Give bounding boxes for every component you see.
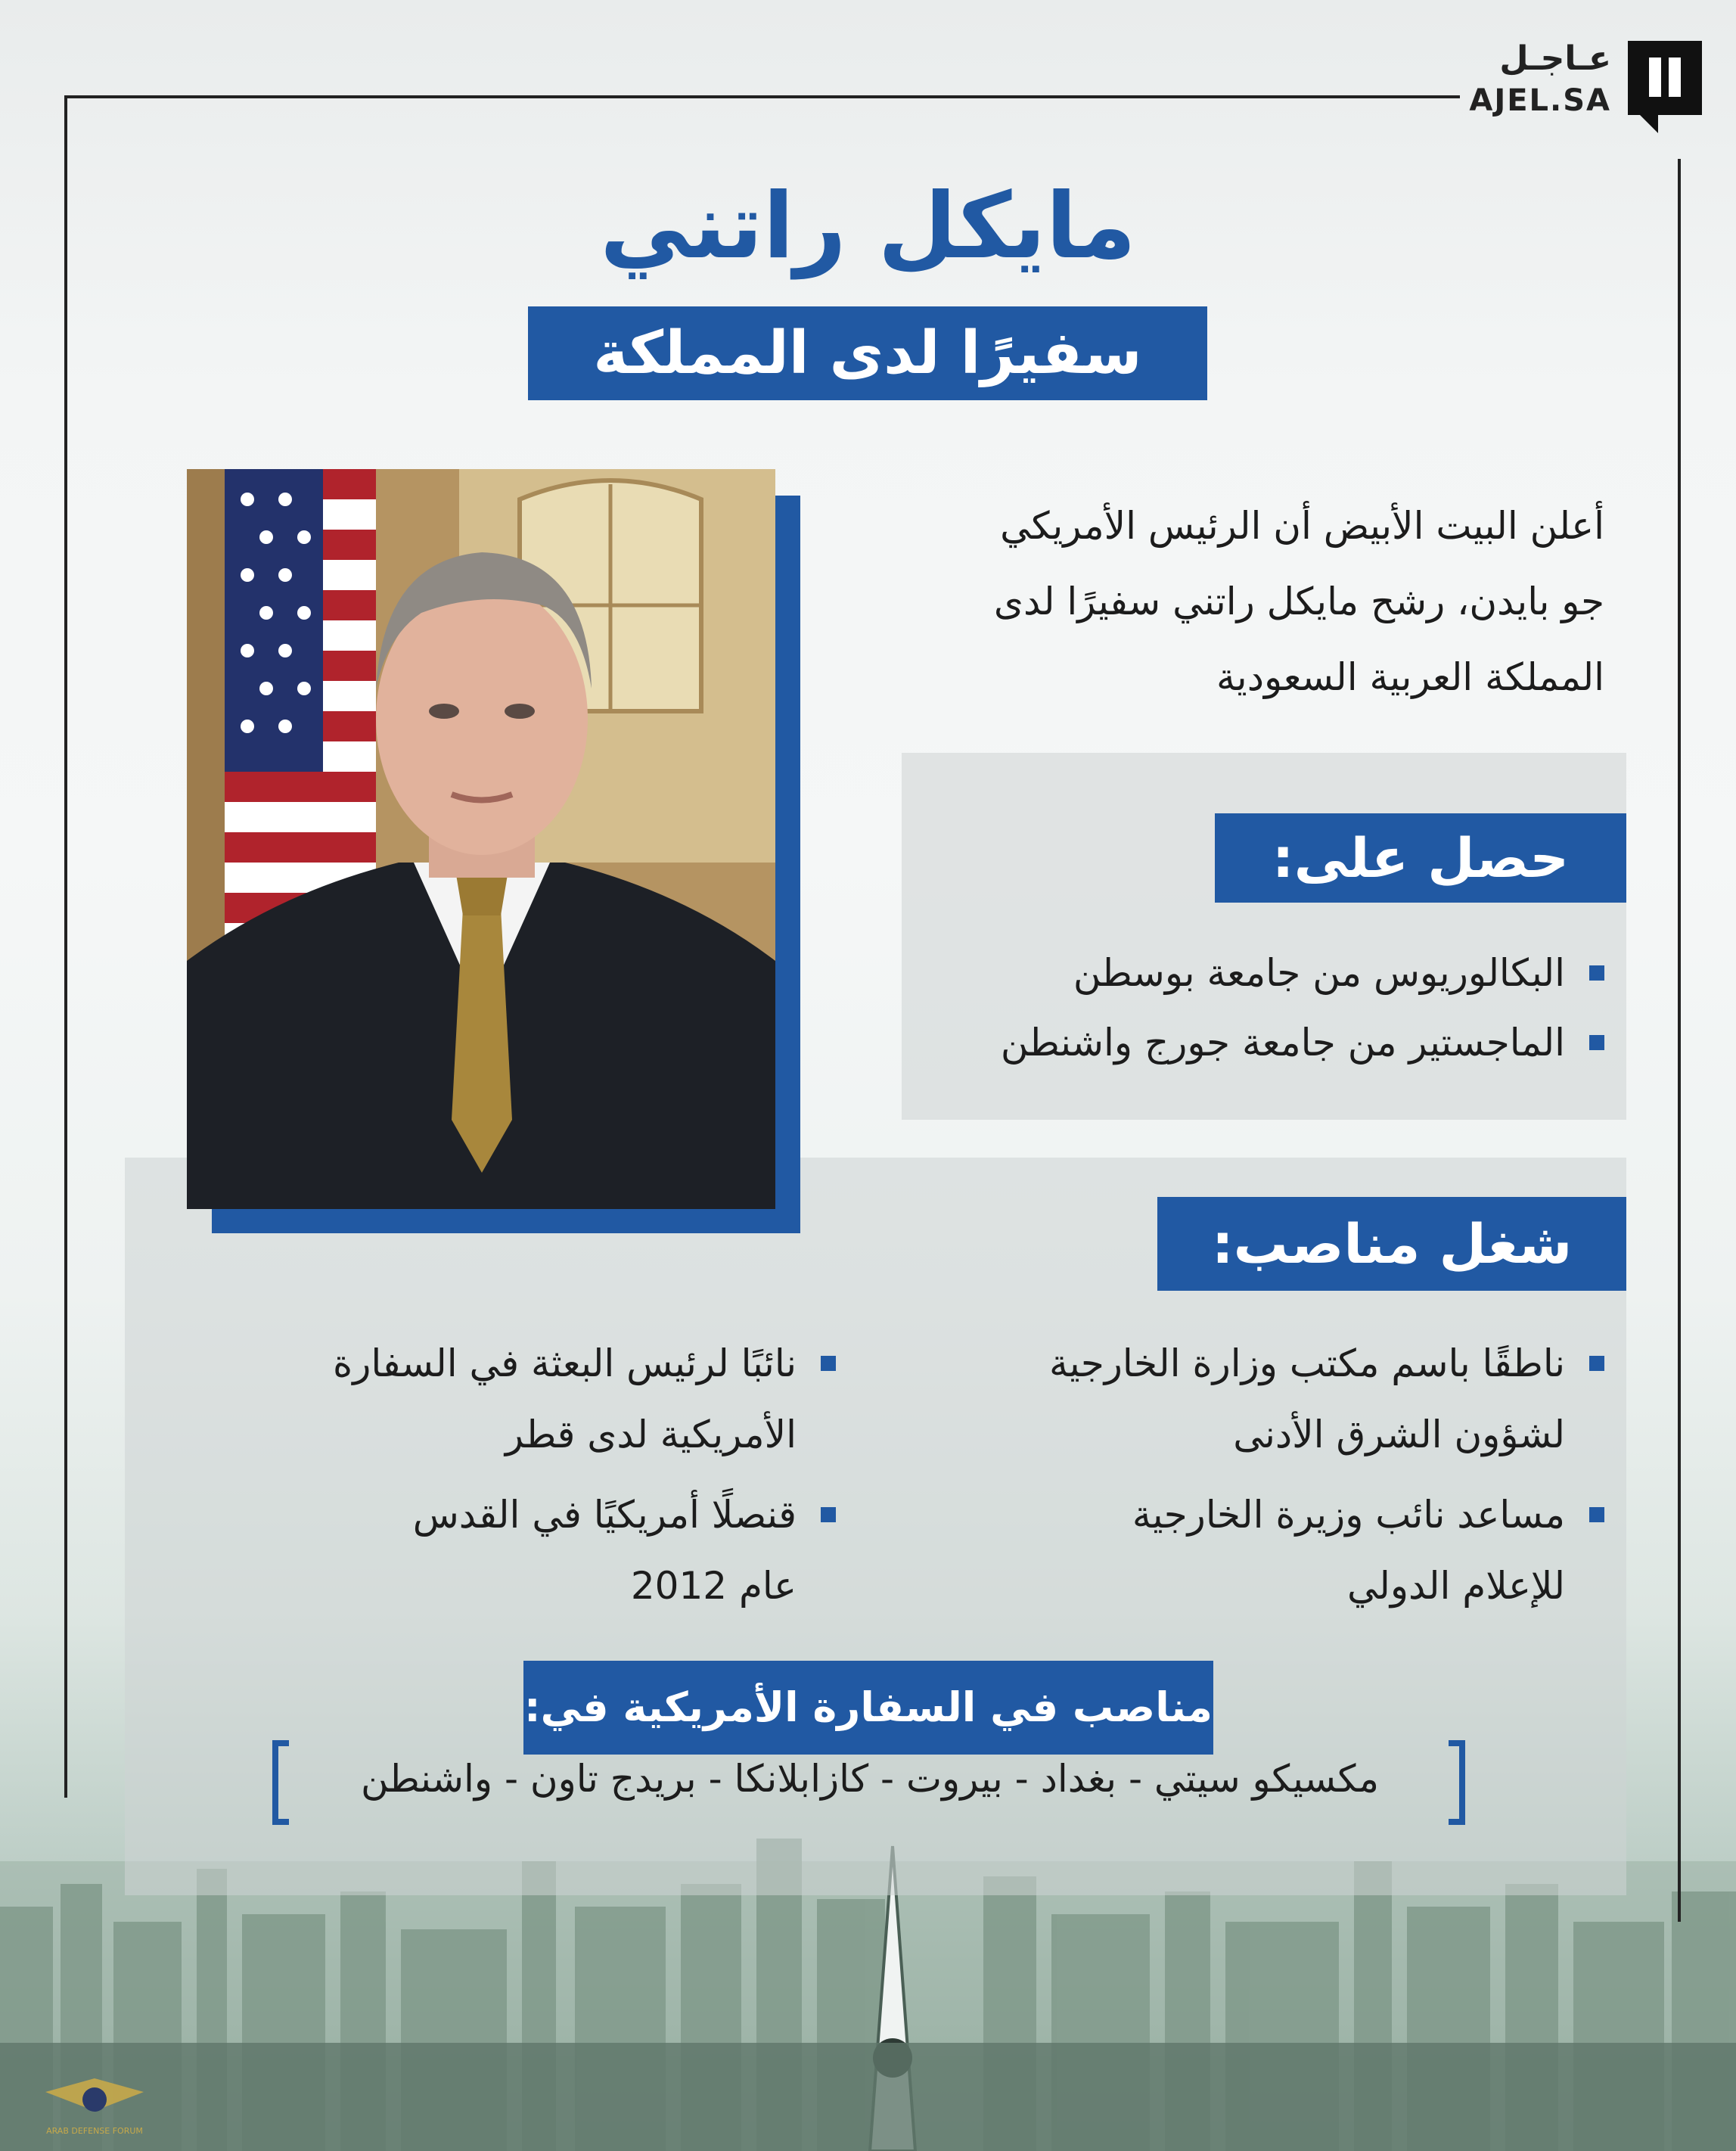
logo-mark-icon <box>1628 41 1702 115</box>
american-flag-icon <box>225 469 376 938</box>
logo-tail-icon <box>1640 115 1658 133</box>
embassy-heading: مناصب في السفارة الأمريكية في: <box>523 1661 1213 1755</box>
intro-line: المملكة العربية السعودية <box>1216 655 1604 699</box>
position-line: عام 2012 <box>630 1564 797 1608</box>
education-list <box>924 938 1604 1077</box>
positions-heading: شغل مناصب: <box>1157 1197 1626 1291</box>
position-line: نائبًا لرئيس البعثة في السفارة <box>333 1341 797 1385</box>
position-item <box>984 1479 1604 1621</box>
position-line: للإعلام الدولي <box>1346 1564 1565 1608</box>
intro-line: جو بايدن، رشح مايكل راتني سفيرًا لدى <box>993 580 1604 623</box>
brand-logo[interactable] <box>1469 30 1702 136</box>
position-line: ناطقًا باسم مكتب وزارة الخارجية <box>1048 1341 1565 1385</box>
brand-arabic: عـاجـل <box>1499 39 1611 78</box>
position-item <box>178 1328 836 1470</box>
position-line: مساعد نائب وزيرة الخارجية <box>1132 1493 1565 1537</box>
position-line: قنصلًا أمريكيًا في القدس <box>412 1493 797 1537</box>
frame-top-line <box>64 95 1460 98</box>
watermark-logo <box>38 2069 151 2141</box>
frame-left-line <box>64 95 67 1798</box>
intro-paragraph <box>924 488 1604 715</box>
brand-latin: AJEL.SA <box>1469 83 1611 118</box>
list-item <box>924 938 1604 1008</box>
frame-right-line <box>1678 159 1681 1922</box>
intro-line: أعلن البيت الأبيض أن الرئيس الأمريكي <box>1000 504 1604 548</box>
portrait-photo <box>187 469 775 1209</box>
education-heading: حصل على: <box>1215 813 1626 903</box>
education-item: الماجستير من جامعة جورج واشنطن <box>1000 1021 1565 1065</box>
position-line: لشؤون الشرق الأدنى <box>1233 1413 1565 1456</box>
page-title: مايكل راتني <box>600 174 1136 279</box>
embassy-places: مكسيكو سيتي - بغداد - بيروت - كازابلانكا - بريدج تاون - واشنطن <box>360 1757 1380 1801</box>
watermark-text: ARAB DEFENSE FORUM <box>46 2126 143 2136</box>
page-subtitle: سفيرًا لدى المملكة <box>528 306 1207 400</box>
position-item <box>984 1328 1604 1470</box>
education-item: البكالوريوس من جامعة بوسطن <box>1073 951 1565 995</box>
position-item <box>178 1479 836 1621</box>
position-line: الأمريكية لدى قطر <box>505 1413 797 1456</box>
list-item <box>924 1008 1604 1077</box>
